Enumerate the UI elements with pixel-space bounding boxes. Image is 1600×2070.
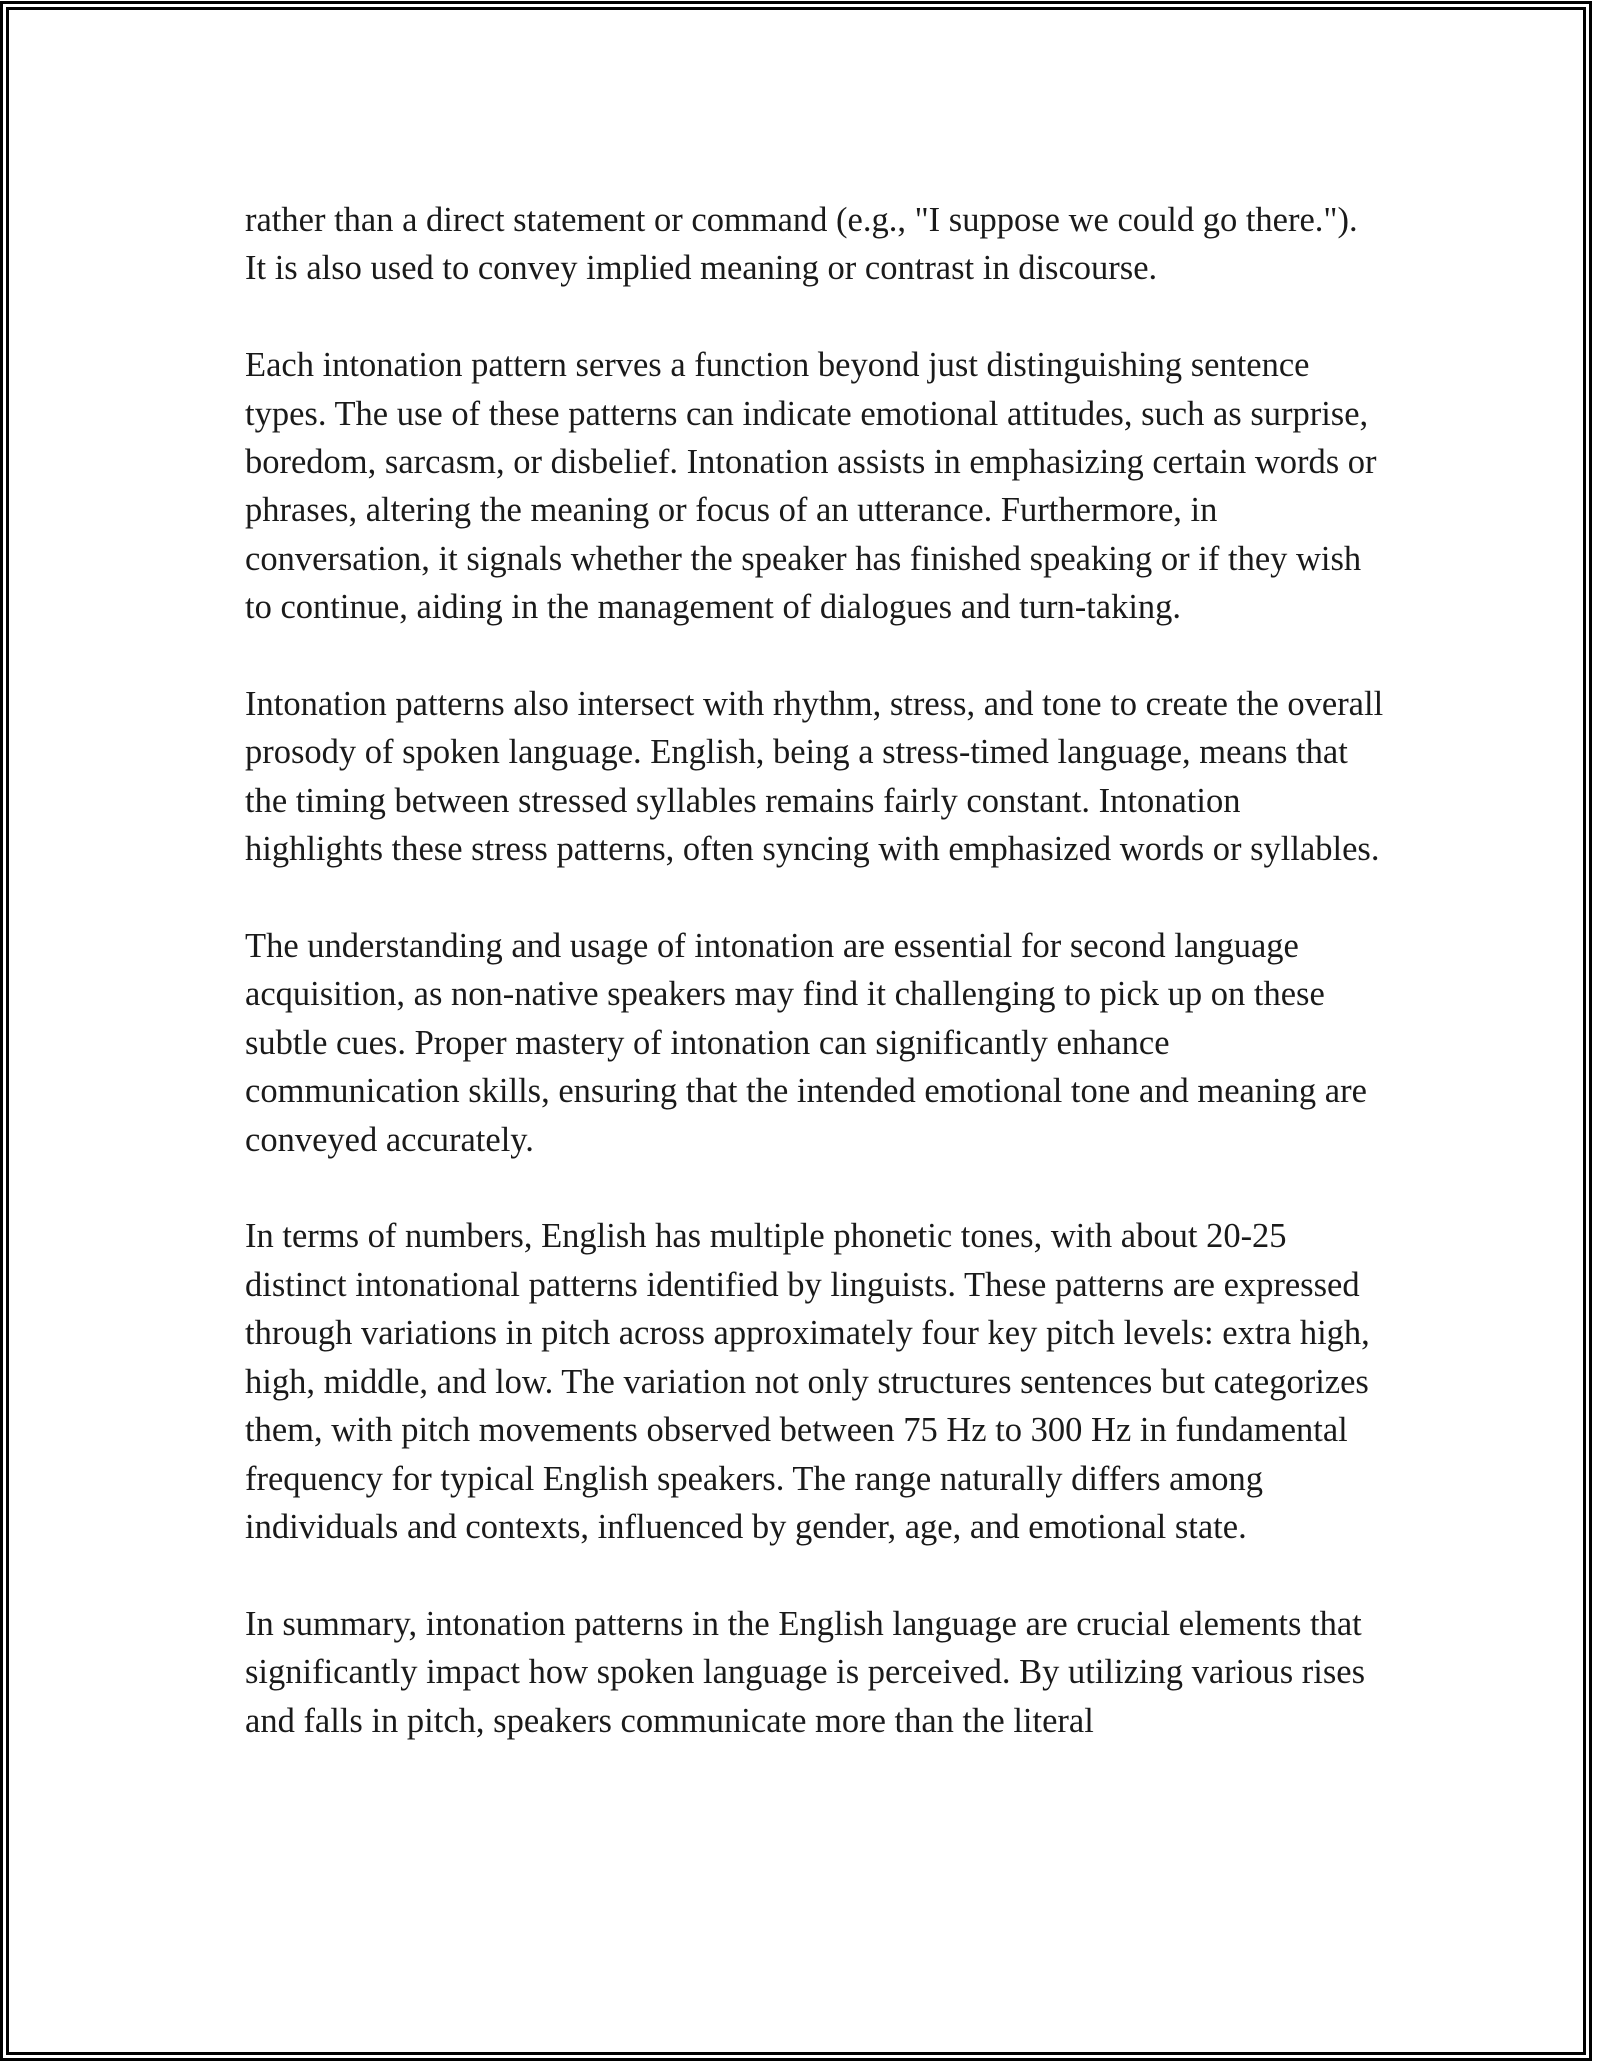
paragraph: Each intonation pattern serves a function beyond just distinguishing sentence types. The use of these patterns can indicate emotional attitudes, such as surprise, boredom, sarcasm, or disbelief. Intonation assists in emphasizing certain words or phrases, altering the meaning or focus of an utterance. Furthermore, in conversation, it signals whether the speaker has finished speaking or if they wish to continue, aiding in the management of dialogues and turn-taking. [245,346,1377,627]
document-body [245,196,1385,1745]
paragraph: In summary, intonation patterns in the English language are crucial elements that significantly impact how spoken language is perceived. By utilizing various rises and falls in pitch, speakers communicate more than the literal [245,1604,1366,1740]
paragraph: The understanding and usage of intonation are essential for second language acquisition, as non-native speakers may find it challenging to pick up on these subtle cues. Proper mastery of intonation can significantly enhance communication skills, ensuring that the intended emotional tone and meaning are conveyed accurately. [245,927,1367,1159]
paragraph: rather than a direct statement or command (e.g., "I suppose we could go there."). It is also used to convey implied meaning or contrast in discourse. [245,201,1358,288]
paragraph: Intonation patterns also intersect with rhythm, stress, and tone to create the overall prosody of spoken language. English, being a stress-timed language, means that the timing between stressed syllables remains fairly constant. Intonation highlights these stress patterns, often syncing with emphasized words or syllables. [245,685,1384,869]
page-frame [6,7,1586,2055]
paragraph: In terms of numbers, English has multiple phonetic tones, with about 20-25 distinct intonational patterns identified by linguists. These patterns are expressed through variations in pitch across approximately four key pitch levels: extra high, high, middle, and low. The variation not only structures sentences but categorizes them, with pitch movements observed between 75 Hz to 300 Hz in fundamental frequency for typical English speakers. The range naturally differs among individuals and contexts, influenced by gender, age, and emotional state. [245,1217,1370,1546]
